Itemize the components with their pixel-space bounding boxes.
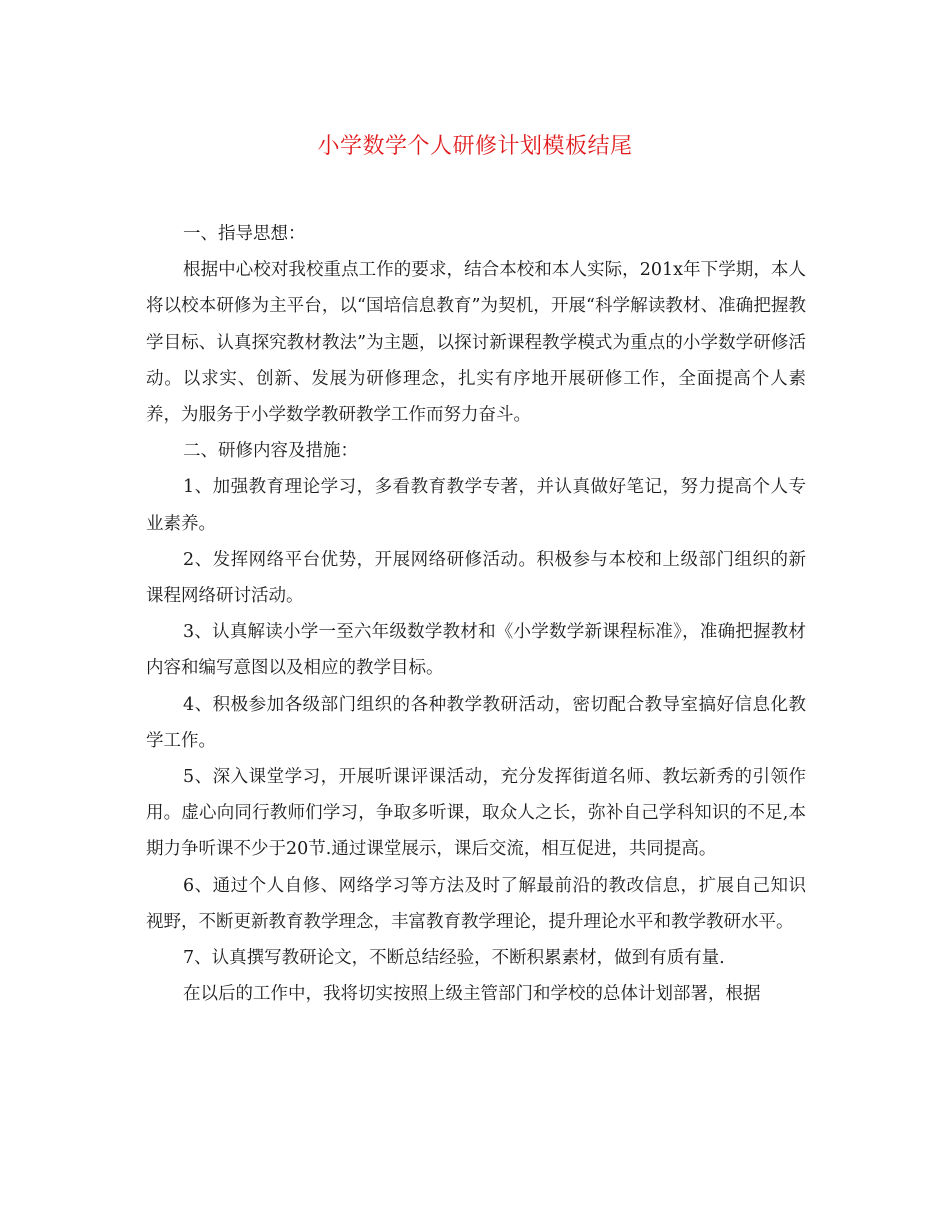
list-item-6: 6、通过个人自修、网络学习等方法及时了解最前沿的教改信息，扩展自己知识视野，不断更新教育教学理念，丰富教育教学理论，提升理论水平和教学教研水平。 <box>146 875 806 932</box>
list-item-1: 1、加强教育理论学习，多看教育教学专著，并认真做好笔记，努力提高个人专业素养。 <box>146 477 806 534</box>
paragraph-guiding-ideology: 根据中心校对我校重点工作的要求，结合本校和本人实际，201x年下学期，本人将以校本研修为主平台，以“国培信息教育”为契机，开展“科学解读教材、准确把握教学目标、认真探究教材教法”为主题，以探讨新课程教学模式为重点的小学数学研修活动。以求实、创新、发展为研修理念，扎实有序地开展研修工作，全面提高个人素养，为服务于小学数学教研教学工作而努力奋斗。 <box>146 260 806 426</box>
list-item-7: 7、认真撰写教研论文，不断总结经验，不断积累素材，做到有质有量. <box>183 948 725 969</box>
list-item-3: 3、认真解读小学一至六年级数学教材和《小学数学新课程标准》，准确把握教材内容和编写意图以及相应的教学目标。 <box>146 622 806 679</box>
document-body <box>146 216 806 1012</box>
closing-paragraph: 在以后的工作中，我将切实按照上级主管部门和学校的总体计划部署，根据 <box>183 984 761 1005</box>
list-item-5: 5、深入课堂学习，开展听课评课活动，充分发挥街道名师、教坛新秀的引领作用。虚心向同行教师们学习，争取多听课，取众人之长，弥补自己学科知识的不足,本期力争听课不少于20节.通过课堂展示，课后交流，相互促进，共同提高。 <box>146 767 806 860</box>
section-heading-guiding-ideology: 一、指导思想： <box>183 224 306 244</box>
list-item-2: 2、发挥网络平台优势，开展网络研修活动。积极参与本校和上级部门组织的新课程网络研讨活动。 <box>146 549 806 607</box>
list-item-4: 4、积极参加各级部门组织的各种教学教研活动，密切配合教导室搞好信息化教学工作。 <box>146 694 806 751</box>
section-heading-content-measures: 二、研修内容及措施： <box>183 441 358 462</box>
document-title: 小学数学个人研修计划模板结尾 <box>317 134 633 159</box>
